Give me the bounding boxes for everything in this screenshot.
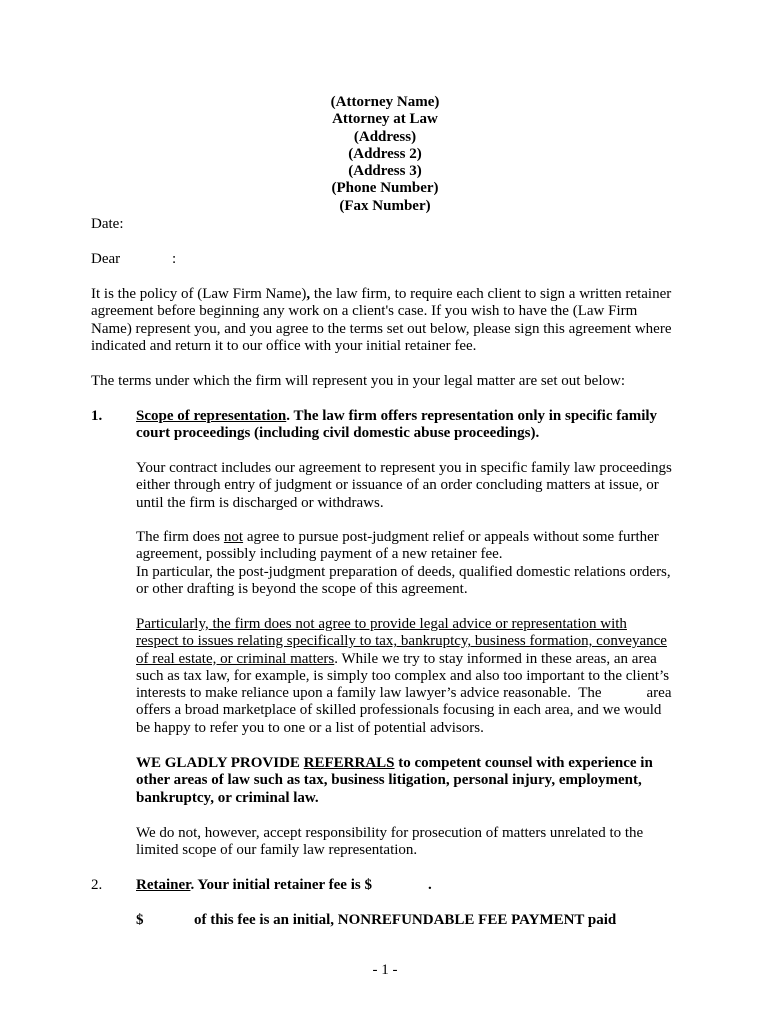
section-2-heading xyxy=(136,877,372,894)
intro-line-4: indicated and return it to our office with your initial retainer fee. xyxy=(91,337,477,354)
fee-dollar-sign: $ xyxy=(136,912,144,928)
scope-p3-underlined-3: of real estate, or criminal matters xyxy=(136,650,335,667)
scope-p1-line: Your contract includes our agreement to represent you in specific family law proceedings xyxy=(136,460,672,476)
referrals-paragraph xyxy=(136,755,653,807)
referrals-a: WE GLADLY PROVIDE xyxy=(136,755,304,771)
intro-line-1a: It is the policy of (Law Firm Name) xyxy=(91,286,307,302)
referrals-line-2: other areas of law such as tax, business litigation, personal injury, employment, xyxy=(136,772,642,789)
scope-paragraph-1 xyxy=(136,460,672,512)
address-line-2: (Address 2) xyxy=(348,145,422,162)
salutation-colon: : xyxy=(172,251,177,267)
scope-p3-line: such as tax law, for example, is simply too complex and also too important to the client’s xyxy=(136,667,670,684)
date-label: Date: xyxy=(91,216,124,232)
scope-p3-line: offers a broad marketplace of skilled professionals focusing in each area, and we would xyxy=(136,702,662,719)
fee-text: of this fee is an initial, NONREFUNDABLE FEE PAYMENT paid xyxy=(194,912,617,928)
scope-p2-a: The firm does xyxy=(136,529,224,545)
retainer-rest: . Your initial retainer fee is $ xyxy=(190,877,372,893)
retainer-title: Retainer xyxy=(136,877,191,893)
scope-p2-line: agreement, possibly including payment of a new retainer fee. xyxy=(136,546,503,563)
scope-p1-line: either through entry of judgment or issuance of an order concluding matters at issue, or xyxy=(136,477,659,494)
scope-paragraph-2 xyxy=(136,529,671,598)
phone-number: (Phone Number) xyxy=(331,180,439,197)
scope-heading-line-2: court proceedings (including civil domestic abuse proceedings). xyxy=(136,425,540,442)
scope-title: Scope of representation xyxy=(136,408,287,424)
scope-p2-c: agree to pursue post-judgment relief or appeals without some further xyxy=(243,529,659,545)
address-line-3: (Address 3) xyxy=(348,163,422,180)
intro-paragraph xyxy=(91,286,672,355)
scope-p1-line: until the firm is discharged or withdraws. xyxy=(136,494,384,511)
referrals-line-3: bankruptcy, or criminal law. xyxy=(136,789,319,806)
terms-intro: The terms under which the firm will represent you in your legal matter are set out below: xyxy=(91,373,626,389)
scope-paragraph-3 xyxy=(136,616,671,737)
attorney-title: Attorney at Law xyxy=(332,111,438,128)
scope-p3-line3-rest: . While we try to stay informed in these areas, an area xyxy=(334,650,657,667)
scope-p3-underlined-1: Particularly, the firm does not agree to provide legal advice or representation with xyxy=(136,616,627,632)
section-2-number: 2. xyxy=(91,877,103,893)
scope-p3-underlined-2: respect to issues relating specifically to tax, bankruptcy, business formation, conveyance xyxy=(136,633,667,650)
scope-p3-line: be happy to refer you to one or a list of potential advisors. xyxy=(136,719,484,736)
referrals-word: REFERRALS xyxy=(303,755,395,771)
scope-p3-line: interests to make reliance upon a family law lawyer’s advice reasonable. The area xyxy=(136,685,672,702)
address-line-1: (Address) xyxy=(353,128,417,145)
section-1-number: 1. xyxy=(91,408,103,424)
intro-line-1-comma: , xyxy=(306,286,311,302)
page-number: - 1 - xyxy=(372,962,398,978)
scope-p2-line: or other drafting is beyond the scope of this agreement. xyxy=(136,580,468,597)
attorney-name: (Attorney Name) xyxy=(330,94,440,110)
scope-paragraph-4 xyxy=(136,825,643,860)
scope-p4-line: We do not, however, accept responsibility for prosecution of matters unrelated to the xyxy=(136,825,644,841)
scope-p4-line: limited scope of our family law representation. xyxy=(136,842,418,859)
section-1-heading xyxy=(136,408,657,443)
intro-line-2: agreement before beginning any work on a client's case. If you wish to have the (Law Firm xyxy=(91,303,638,320)
scope-heading-rest: . The law firm offers representation only in specific family xyxy=(286,408,658,424)
intro-line-3: Name) represent you, and you agree to the terms set out below, please sign this agreement where xyxy=(91,320,672,337)
retainer-period: . xyxy=(428,877,432,893)
fax-number: (Fax Number) xyxy=(339,197,431,214)
referrals-c: to competent counsel with experience in xyxy=(394,755,653,771)
intro-line-1c: the law firm, to require each client to sign a written retainer xyxy=(310,286,672,302)
scope-p2-line: In particular, the post-judgment preparation of deeds, qualified domestic relations orders, xyxy=(136,563,671,580)
letterhead xyxy=(0,94,770,215)
scope-p2-not: not xyxy=(223,529,244,545)
salutation-dear: Dear xyxy=(91,251,121,267)
